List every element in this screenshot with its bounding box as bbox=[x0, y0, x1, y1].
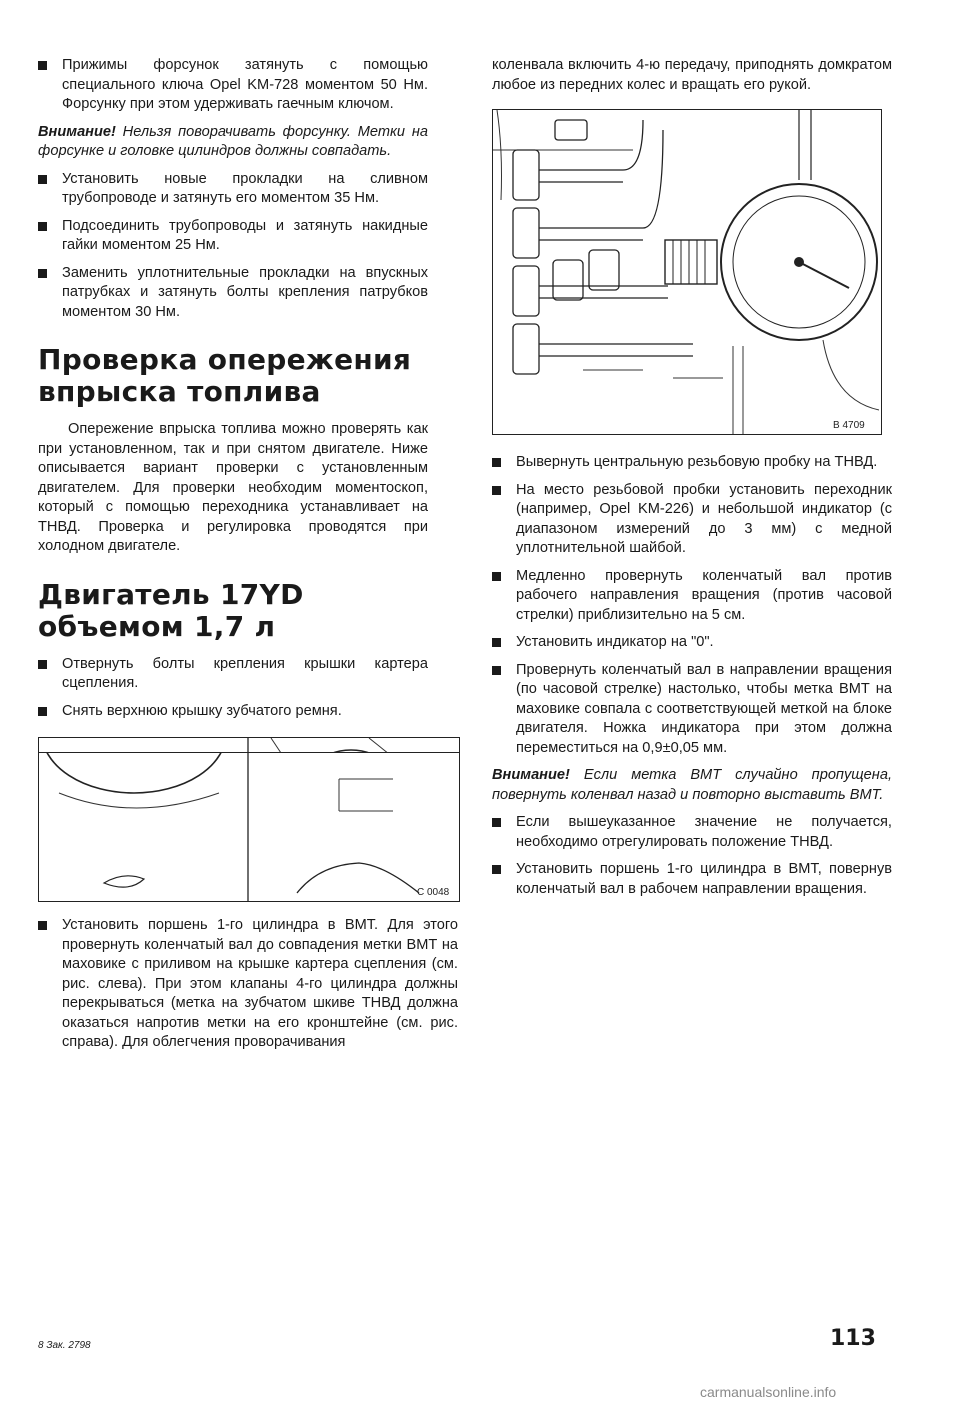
warning-note bbox=[38, 123, 428, 162]
instruction-item: Установить поршень 1-го цилиндра в ВМТ. Для этого провернуть коленчатый вал до совпадения метки ВМТ на маховике с приливом на крышке картера сцепления (см. рис. слева). При этом клапаны 4-го цилиндра должны перекрываться (метка на зубчатом шкиве ТНВД должна оказаться напротив метки на его кронштейне (см. рис. справа). Для облегчения проворачивания bbox=[38, 916, 458, 1053]
right-column bbox=[492, 56, 892, 907]
figure-dial-indicator bbox=[492, 109, 882, 435]
warning-text: Нельзя поворачивать форсунку. Метки на форсунке и головке цилиндров должны совпадать. bbox=[38, 123, 428, 159]
page-number: 113 bbox=[830, 1326, 876, 1351]
footer-order-number: 8 Зак. 2798 bbox=[38, 1340, 91, 1351]
body-paragraph: Опережение впрыска топлива можно проверять как при установленном, так и при снятом двигателе. Ниже описывается вариант проверки с установленным двигателем. Для проверки необходим моментоскоп, который с помощью переходника устанавливает на ТНВД. Проверка и регулировка проводятся при холодном двигателе. bbox=[38, 421, 428, 554]
warning-label: Внимание! bbox=[492, 767, 570, 783]
warning-note bbox=[492, 766, 892, 805]
dial-indicator-drawing bbox=[493, 110, 881, 434]
instruction-item: Снять верхнюю крышку зубчатого ремня. bbox=[38, 702, 428, 722]
instruction-item: Отвернуть болты крепления крышки картера сцепления. bbox=[38, 655, 428, 694]
subsection-heading: Двигатель 17YD объемом 1,7 л bbox=[38, 577, 304, 643]
instruction-item: Медленно провернуть коленчатый вал против рабочего направления вращения (против часовой стрелки) приблизительно на 5 см. bbox=[492, 567, 892, 626]
instruction-item: Установить поршень 1-го цилиндра в ВМТ, повернув коленчатый вал в рабочем направлении вращения. bbox=[492, 860, 892, 899]
section-heading: Проверка опережения впрыска топлива bbox=[38, 343, 412, 408]
instruction-item: Прижимы форсунок затянуть с помощью специального ключа Opel KM-728 моментом 50 Нм. Форсунку при этом удерживать гаечным ключом. bbox=[38, 56, 428, 115]
watermark: carmanualsonline.info bbox=[700, 1384, 837, 1400]
left-column-bottom bbox=[38, 916, 458, 1061]
instruction-item: Если вышеуказанное значение не получается, необходимо отрегулировать положение ТНВД. bbox=[492, 813, 892, 852]
figure-label: B 4709 bbox=[833, 420, 865, 431]
figure-flywheel-continuation bbox=[38, 752, 460, 902]
body-paragraph: коленвала включить 4-ю передачу, приподнять домкратом любое из передних колес и вращать его рукой. bbox=[492, 57, 892, 93]
instruction-item: Подсоединить трубопроводы и затянуть накидные гайки моментом 25 Нм. bbox=[38, 217, 428, 256]
warning-text: Если метка ВМТ случайно пропущена, повернуть коленвал назад и повторно выставить ВМТ. bbox=[492, 767, 892, 803]
figure-label: C 0048 bbox=[417, 887, 450, 898]
warning-label: Внимание! bbox=[38, 123, 116, 140]
flywheel-lower-drawing bbox=[39, 753, 459, 901]
instruction-item: Установить новые прокладки на сливном трубопроводе и затянуть его моментом 35 Нм. bbox=[38, 170, 428, 209]
instruction-item: На место резьбовой пробки установить переходник (например, Opel KM-226) и небольшой индикатор (с диапазоном измерений до 3 мм) с медной уплотнительной шайбой. bbox=[492, 481, 892, 559]
instruction-item: Установить индикатор на "0". bbox=[492, 633, 892, 653]
instruction-item: Провернуть коленчатый вал в направлении вращения (по часовой стрелке) настолько, чтобы метка ВМТ на маховике совпала с соответствующей меткой на блоке двигателя. Ножка индикатора при этом должна переместиться на 0,9±0,05 мм. bbox=[492, 661, 892, 759]
instruction-item: Заменить уплотнительные прокладки на впускных патрубках и затянуть болты крепления патрубков моментом 30 Нм. bbox=[38, 264, 428, 323]
instruction-item: Вывернуть центральную резьбовую пробку на ТНВД. bbox=[492, 453, 892, 473]
